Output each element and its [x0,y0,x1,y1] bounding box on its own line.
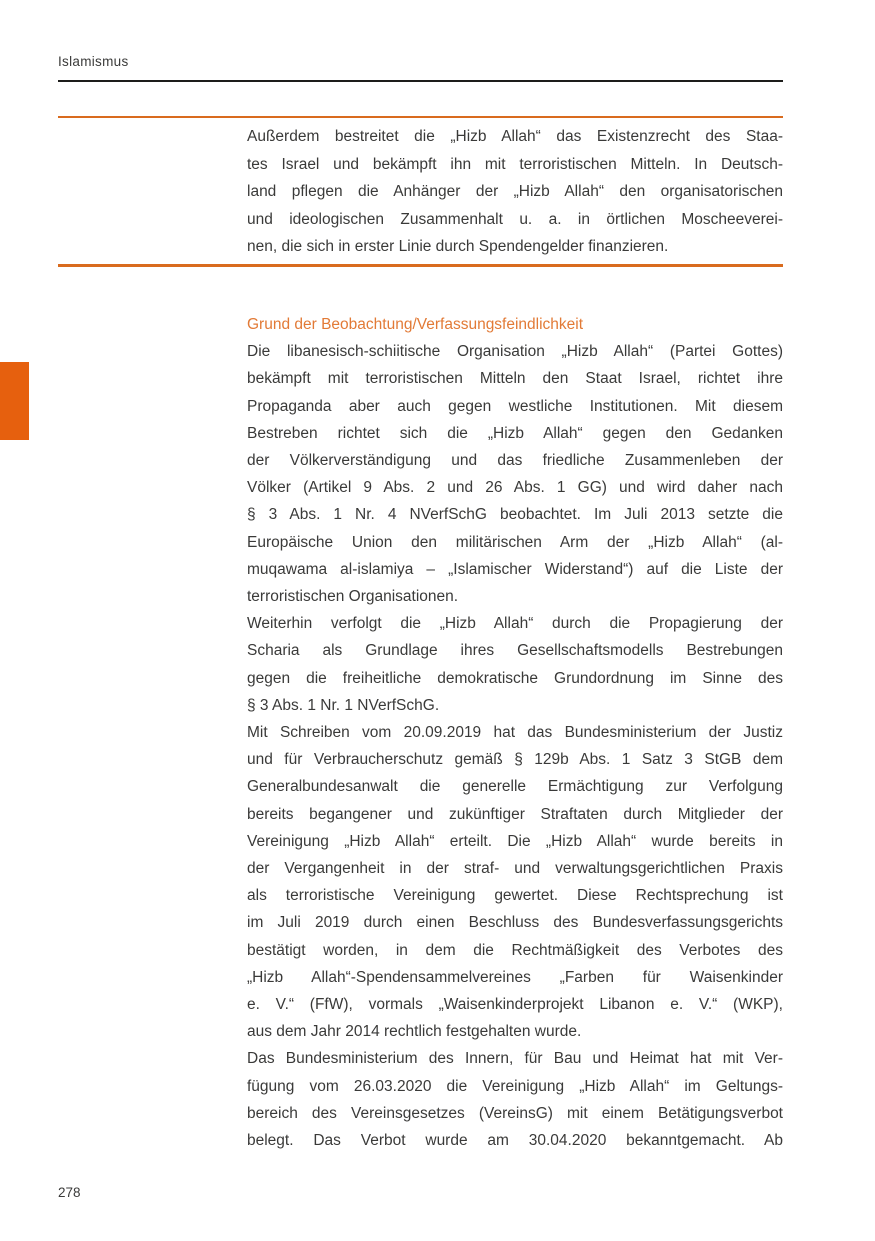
text-line: Generalbundesanwalt die generelle Ermächtigung zur Verfolgung [247,778,783,796]
text-line: Vereinigung „Hizb Allah“ erteilt. Die „Hizb Allah“ wurde bereits in [247,832,783,850]
text-line: im Juli 2019 durch einen Beschluss des Bundesverfassungsgerichts [247,914,783,932]
text-line: bereits begangener und zukünftiger Straftaten durch Mitglieder der [247,805,783,823]
text-line: e. V.“ (FfW), vormals „Waisenkinderprojekt Libanon e. V.“ (WKP), [247,996,783,1014]
text-line: bereich des Vereinsgesetzes (VereinsG) mit einem Betätigungsverbot [247,1104,783,1122]
text-line: Propaganda aber auch gegen westliche Institutionen. Mit diesem [247,397,783,415]
callout-rule-bottom [58,264,783,267]
running-header-label: Islamismus [58,54,129,69]
text-line: und für Verbraucherschutz gemäß § 129b Abs. 1 Satz 3 StGB dem [247,751,783,769]
text-line: § 3 Abs. 1 Nr. 4 NVerfSchG beobachtet. Im Juli 2013 setzte die [247,506,783,524]
text-line: fügung vom 26.03.2020 die Vereinigung „Hizb Allah“ im Geltungs- [247,1077,783,1095]
text-line: Das Bundesministerium des Innern, für Bau und Heimat hat mit Ver- [247,1050,783,1068]
body-paragraph [247,1045,783,1154]
text-line: der Vergangenheit in der straf- und verwaltungsgerichtlichen Praxis [247,860,783,878]
text-line: land pflegen die Anhänger der „Hizb Allah“ den organisatorischen [247,183,783,200]
text-line: belegt. Das Verbot wurde am 30.04.2020 bekanntgemacht. Ab [247,1132,783,1150]
text-line: tes Israel und bekämpft ihn mit terroristischen Mitteln. In Deutsch- [247,155,783,173]
text-line: Völker (Artikel 9 Abs. 2 und 26 Abs. 1 GG) und wird daher nach [247,479,783,497]
text-line: und ideologischen Zusammenhalt u. a. in örtlichen Moscheeverei- [247,210,783,228]
page-number: 278 [58,1185,81,1200]
text-line: bekämpft mit terroristischen Mitteln den Staat Israel, richtet ihre [247,370,783,388]
text-line: gegen die freiheitliche demokratische Grundordnung im Sinne des [247,669,783,687]
text-line: nen, die sich in erster Linie durch Spendengelder finanzieren. [247,238,669,255]
body-paragraph [247,338,783,610]
body-paragraph [247,610,783,719]
text-line: als terroristische Vereinigung gewertet. Diese Rechtsprechung ist [247,887,783,905]
main-text-column [247,311,783,1154]
text-line: aus dem Jahr 2014 rechtlich festgehalten wurde. [247,1023,582,1041]
text-line: § 3 Abs. 1 Nr. 1 NVerfSchG. [247,696,440,714]
header-rule [58,80,783,82]
text-line: bestätigt worden, in dem die Rechtmäßigkeit des Verbotes des [247,941,783,959]
body-paragraph [247,719,783,1045]
section-marker-tab [0,362,29,440]
text-line: der Völkerverständigung und das friedliche Zusammenleben der [247,452,783,470]
text-line: terroristischen Organisationen. [247,588,459,606]
section-heading: Grund der Beobachtung/Verfassungsfeindlichkeit [247,316,584,333]
text-line: Weiterhin verfolgt die „Hizb Allah“ durch die Propagierung der [247,615,783,633]
text-line: muqawama al-islamiya – „Islamischer Widerstand“) auf die Liste der [247,560,783,578]
text-line: „Hizb Allah“-Spendensammelvereines „Farben für Waisenkinder [247,968,783,986]
text-line: Außerdem bestreitet die „Hizb Allah“ das Existenzrecht des Staa- [247,128,783,145]
text-line: Mit Schreiben vom 20.09.2019 hat das Bundesministerium der Justiz [247,724,783,742]
callout-paragraph [247,123,783,261]
text-line: Scharia als Grundlage ihres Gesellschaftsmodells Bestrebungen [247,642,783,660]
callout-rule-top [58,116,783,118]
text-line: Die libanesisch-schiitische Organisation „Hizb Allah“ (Partei Gottes) [247,343,783,361]
text-line: Europäische Union den militärischen Arm der „Hizb Allah“ (al- [247,533,783,551]
text-line: Bestreben richtet sich die „Hizb Allah“ gegen den Gedanken [247,424,783,442]
